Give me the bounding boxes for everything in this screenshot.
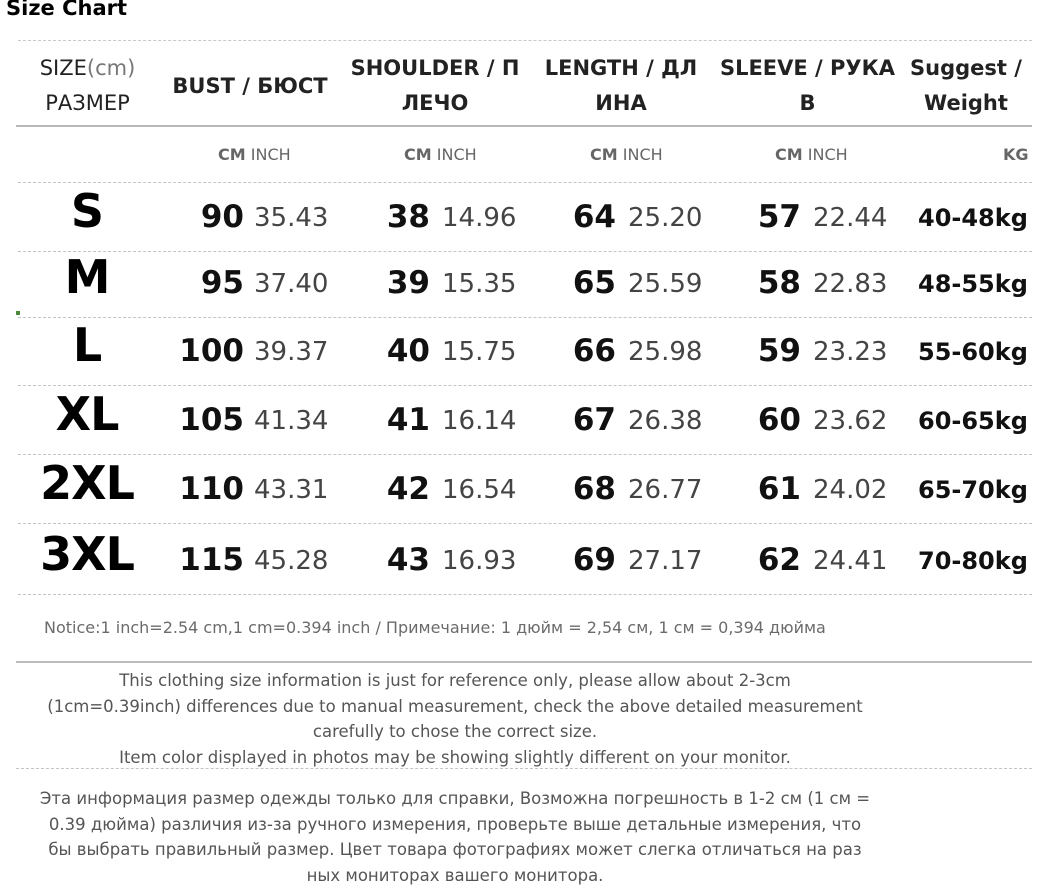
header-sleeve-line1: SLEEVE / РУКА xyxy=(719,56,896,80)
bust-inch-value: 39.37 xyxy=(254,337,329,367)
disclaimer-line: бы выбрать правильный размер. Цвет товара фотографиях может слегка отличаться на раз xyxy=(48,840,862,859)
header-length-line2: ИНА xyxy=(595,91,647,115)
header-weight-line2: Weight xyxy=(924,91,1008,115)
sleeve-cm-value: 58 xyxy=(757,265,801,301)
size-label: XL xyxy=(55,387,119,441)
size-label: 2XL xyxy=(40,456,134,510)
length-cm-value: 67 xyxy=(572,402,616,438)
header-size-unit: (cm) xyxy=(86,56,136,80)
disclaimer-line: (1cm=0.39inch) differences due to manual measurement, check the above detailed measurement xyxy=(47,696,863,716)
size-label: L xyxy=(72,318,102,372)
length-cm-value: 66 xyxy=(572,333,616,369)
disclaimer-line: This clothing size information is just for reference only, please allow about 2-3cm xyxy=(119,671,791,690)
unit-weight xyxy=(1003,145,1029,164)
shoulder-inch-value: 16.93 xyxy=(442,546,517,576)
bust-inch-value: 35.43 xyxy=(254,203,329,233)
bust-cm-value: 95 xyxy=(200,265,244,301)
header-bust xyxy=(165,50,335,122)
length-cm-value: 65 xyxy=(572,265,616,301)
notice-divider xyxy=(16,661,1032,663)
header-divider xyxy=(16,125,1032,127)
size-label: 3XL xyxy=(40,527,134,581)
bust-cm-value: 105 xyxy=(179,402,244,438)
row-divider xyxy=(18,523,1032,524)
sleeve-inch-value: 23.23 xyxy=(813,337,888,367)
shoulder-cm-value: 41 xyxy=(386,402,430,438)
header-size-label: SIZE xyxy=(39,56,87,80)
bust-inch-value: 37.40 xyxy=(254,269,329,299)
unit-cm-label: CM xyxy=(590,145,618,164)
row-divider xyxy=(18,454,1032,455)
disclaimer-russian xyxy=(10,786,900,888)
row-divider xyxy=(18,594,1032,595)
disclaimer-line: Item color displayed in photos may be showing slightly different on your monitor. xyxy=(119,747,791,767)
header-length xyxy=(535,50,707,122)
bust-cm-value: 100 xyxy=(179,333,244,369)
sleeve-cm-value: 60 xyxy=(757,402,801,438)
weight-value: 65-70kg xyxy=(918,476,1028,504)
unit-bust xyxy=(218,145,291,164)
top-divider xyxy=(18,40,1032,41)
shoulder-cm-value: 39 xyxy=(386,265,430,301)
shoulder-inch-value: 16.14 xyxy=(442,406,517,436)
bust-inch-value: 45.28 xyxy=(254,546,329,576)
bust-cm-value: 110 xyxy=(179,471,244,507)
bust-inch-value: 43.31 xyxy=(254,475,329,505)
sleeve-cm-value: 59 xyxy=(757,333,801,369)
header-shoulder xyxy=(345,50,525,122)
shoulder-inch-value: 14.96 xyxy=(442,203,517,233)
unit-kg-label: KG xyxy=(1003,145,1029,164)
header-shoulder-line2: ЛЕЧО xyxy=(401,91,469,115)
header-size xyxy=(20,50,155,122)
shoulder-cm-value: 40 xyxy=(386,333,430,369)
size-label: S xyxy=(70,184,104,238)
unit-sleeve xyxy=(775,145,848,164)
sleeve-inch-value: 22.83 xyxy=(813,269,888,299)
header-sleeve xyxy=(715,50,900,122)
length-inch-value: 26.77 xyxy=(628,475,703,505)
unit-cm-label: CM xyxy=(404,145,432,164)
unit-inch-label: INCH xyxy=(250,145,291,164)
weight-value: 48-55kg xyxy=(918,270,1028,298)
length-inch-value: 25.20 xyxy=(628,203,703,233)
unit-inch-label: INCH xyxy=(807,145,848,164)
header-size-ru: РАЗМЕР xyxy=(45,91,130,115)
disclaimer-line: Эта информация размер одежды только для справки, Возможна погрешность в 1-2 см (1 см = xyxy=(39,789,871,808)
unit-shoulder xyxy=(404,145,477,164)
shoulder-inch-value: 15.75 xyxy=(442,337,517,367)
shoulder-cm-value: 38 xyxy=(386,199,430,235)
length-inch-value: 25.98 xyxy=(628,337,703,367)
sleeve-inch-value: 23.62 xyxy=(813,406,888,436)
length-cm-value: 64 xyxy=(572,199,616,235)
row-divider xyxy=(18,385,1032,386)
unit-cm-label: CM xyxy=(775,145,803,164)
row-divider xyxy=(18,317,1032,318)
weight-value: 60-65kg xyxy=(918,407,1028,435)
header-shoulder-line1: SHOULDER / П xyxy=(350,56,520,80)
shoulder-inch-value: 15.35 xyxy=(442,269,517,299)
weight-value: 70-80kg xyxy=(918,547,1028,575)
sleeve-inch-value: 24.41 xyxy=(813,546,888,576)
length-inch-value: 27.17 xyxy=(628,546,703,576)
size-label: M xyxy=(64,250,110,304)
sleeve-cm-value: 62 xyxy=(757,542,801,578)
sleeve-cm-value: 57 xyxy=(757,199,801,235)
bust-cm-value: 90 xyxy=(200,199,244,235)
header-weight xyxy=(904,50,1028,122)
disclaimer-english xyxy=(10,668,900,770)
disclaimer-line: 0.39 дюйма) различия из-за ручного измерения, проверьте выше детальные измерения, что xyxy=(48,814,862,834)
length-cm-value: 68 xyxy=(572,471,616,507)
page-title: Size Chart xyxy=(6,0,128,20)
sleeve-inch-value: 22.44 xyxy=(813,203,888,233)
header-weight-line1: Suggest / xyxy=(910,56,1022,80)
unit-inch-label: INCH xyxy=(436,145,477,164)
sleeve-cm-value: 61 xyxy=(757,471,801,507)
length-inch-value: 26.38 xyxy=(628,406,703,436)
weight-value: 55-60kg xyxy=(918,338,1028,366)
sleeve-inch-value: 24.02 xyxy=(813,475,888,505)
bust-inch-value: 41.34 xyxy=(254,406,329,436)
unit-inch-label: INCH xyxy=(622,145,663,164)
length-inch-value: 25.59 xyxy=(628,269,703,299)
header-sleeve-line2: В xyxy=(799,91,816,115)
row-divider xyxy=(18,182,1032,183)
disclaimer-line: carefully to chose the correct size. xyxy=(312,722,598,741)
shoulder-inch-value: 16.54 xyxy=(442,475,517,505)
disclaimer-line: ных мониторах вашего монитора. xyxy=(306,865,604,885)
weight-value: 40-48kg xyxy=(918,204,1028,232)
bust-cm-value: 115 xyxy=(179,542,244,578)
disclaimer-divider xyxy=(16,768,1032,769)
shoulder-cm-value: 43 xyxy=(386,542,430,578)
row-divider xyxy=(18,251,1032,252)
unit-cm-label: CM xyxy=(218,145,246,164)
header-length-line1: LENGTH / ДЛ xyxy=(544,56,698,80)
length-cm-value: 69 xyxy=(572,542,616,578)
shoulder-cm-value: 42 xyxy=(386,471,430,507)
header-bust-label: BUST / БЮСТ xyxy=(172,73,328,98)
conversion-notice: Notice:1 inch=2.54 cm,1 cm=0.394 inch / Примечание: 1 дюйм = 2,54 см, 1 см = 0,394 дюйма xyxy=(44,618,826,637)
unit-length xyxy=(590,145,663,164)
